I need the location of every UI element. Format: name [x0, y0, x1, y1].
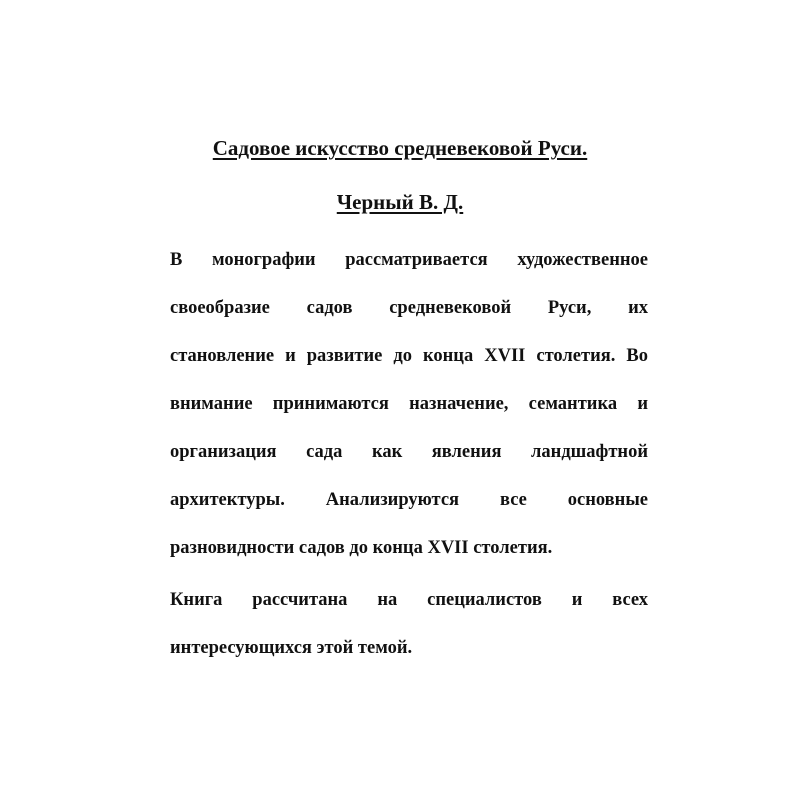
paragraph-line: архитектуры. Анализируются все основные [170, 490, 648, 510]
paragraph-line: В монографии рассматривается художественное [170, 250, 648, 270]
paragraph-line: становление и развитие до конца XVII столетия. Во [170, 346, 648, 366]
paragraph-line: организация сада как явления ландшафтной [170, 442, 648, 462]
book-author: Черный В. Д. [336, 190, 464, 214]
audience-paragraph [170, 576, 648, 672]
paragraph-line: внимание принимаются назначение, семантика и [170, 394, 648, 414]
paragraph-line: своеобразие садов средневековой Руси, их [170, 298, 648, 318]
paragraph-line: Книга рассчитана на специалистов и всех [170, 590, 648, 610]
book-title: Садовое искусство средневековой Руси. [212, 136, 588, 160]
annotation-paragraph [170, 236, 648, 572]
paragraph-line: разновидности садов до конца XVII столетия. [170, 538, 553, 558]
paragraph-line: интересующихся этой темой. [170, 638, 413, 658]
